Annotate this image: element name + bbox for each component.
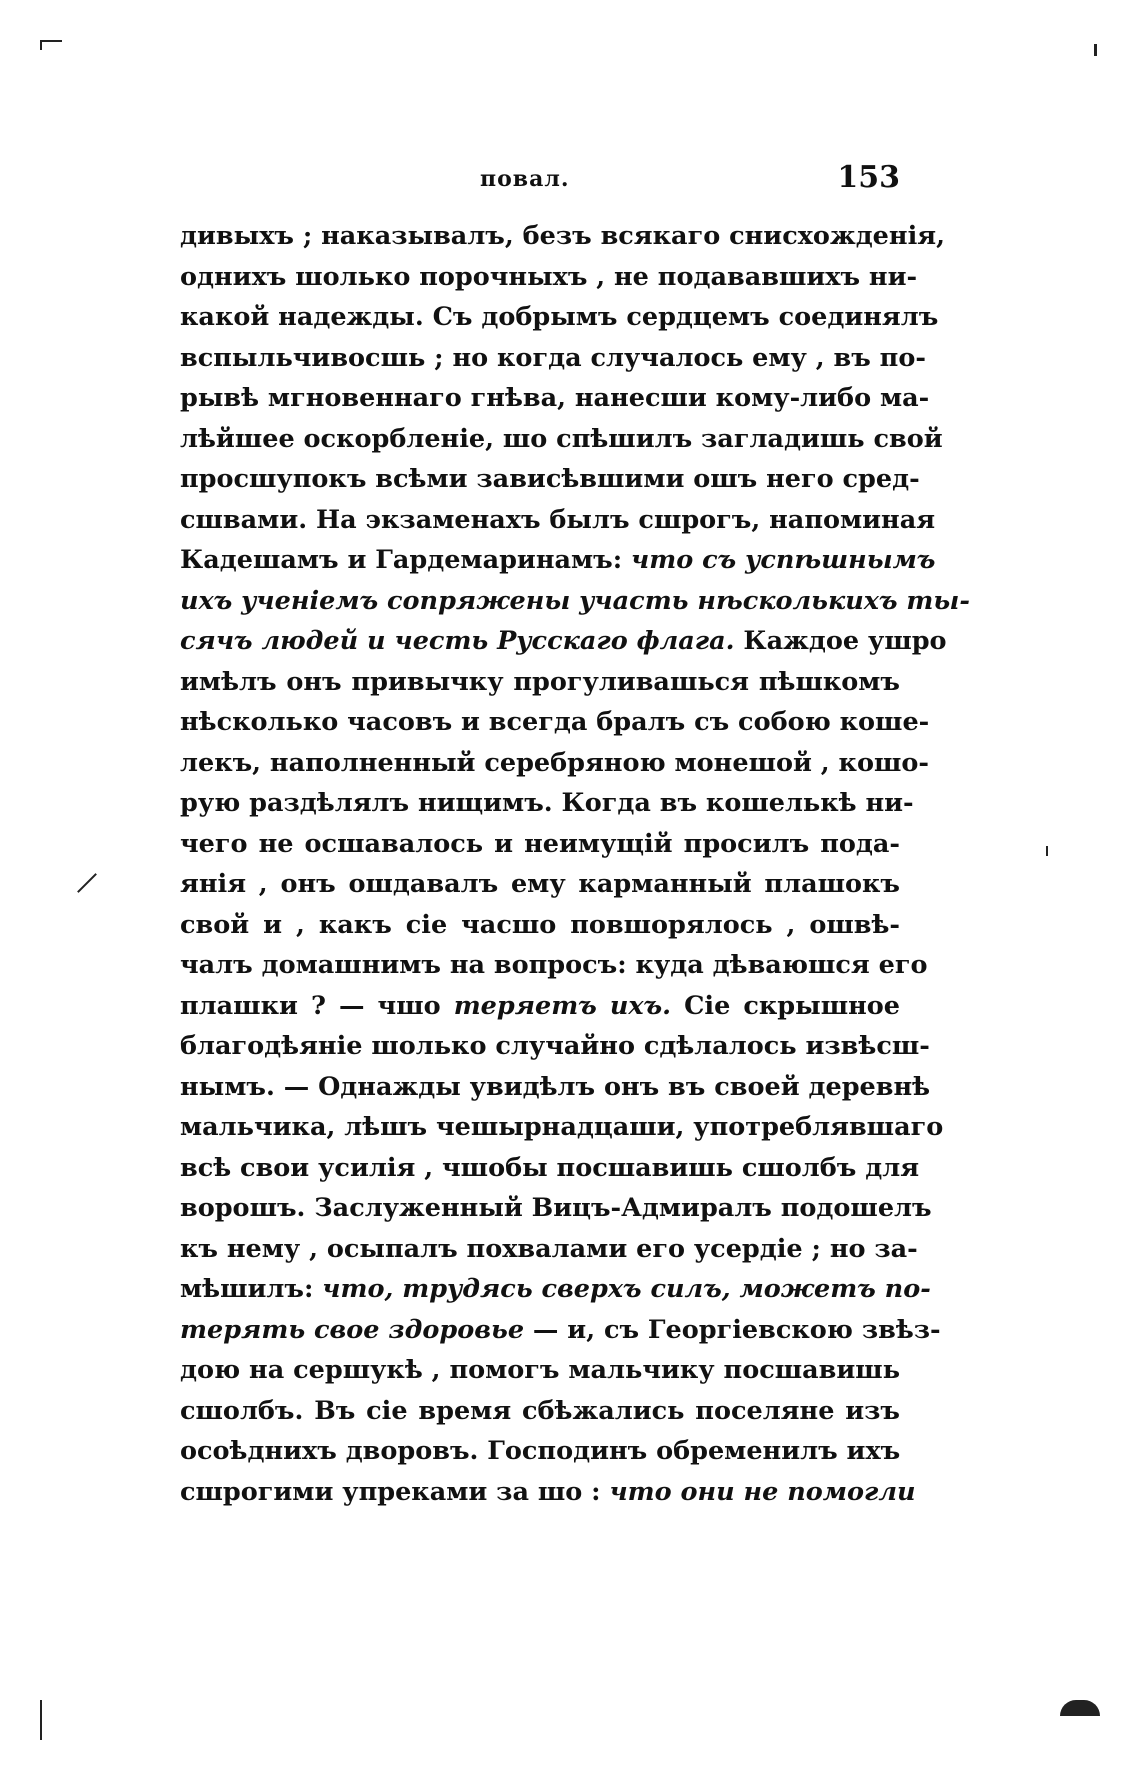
text-segment: чего не осшавалось и неимущій просилъ пода-: [180, 828, 900, 859]
text-line: [180, 1310, 941, 1351]
text-segment: мальчика, лѣшъ чешырнадцаши, употреблявшаго: [180, 1112, 944, 1142]
text-line: [180, 540, 936, 581]
text-line: [180, 986, 900, 1027]
text-segment: рывѣ мгновеннаго гнѣва, нанесши кому-либо ма-: [180, 383, 930, 413]
text-line: [180, 378, 930, 419]
scan-mark-top-left: [40, 40, 62, 42]
text-segment: дою на сершукѣ , помогъ мальчику посшавишь: [180, 1355, 900, 1385]
text-line: [180, 459, 920, 500]
text-line: [180, 500, 936, 541]
text-line: [180, 621, 947, 662]
scan-mark-top-left-vertical: [40, 40, 42, 50]
text-line: [180, 297, 939, 338]
text-segment: лѣйшее оскорбленіе, шо спѣшилъ загладишь свой: [180, 423, 943, 454]
text-line: [180, 1067, 931, 1108]
text-line: [180, 1431, 900, 1472]
text-segment: имѣлъ онъ привычку прогуливашься пѣшкомъ: [180, 666, 900, 697]
text-segment: нѣсколько часовъ и всегда бралъ съ собою коше-: [180, 707, 930, 737]
text-segment: чалъ домашнимъ на вопросъ: куда дѣваюшся его: [180, 950, 928, 980]
text-line: [180, 743, 929, 784]
italic-segment: ихъ ученіемъ сопряжены участь нѣсколькихъ ты-: [180, 585, 970, 616]
text-segment: — и, съ Георгіевскою звѣз-: [524, 1314, 941, 1345]
text-segment: однихъ шолько порочныхъ , не подававшихъ ни-: [180, 261, 918, 292]
italic-segment: что они не помогли: [609, 1476, 916, 1507]
text-segment: къ нему , осыпалъ похвалами его усердіе ; но за-: [180, 1233, 918, 1264]
text-line: [180, 662, 900, 703]
running-head: повал.: [480, 166, 570, 192]
text-segment: какой надежды. Съ добрымъ сердцемъ соединялъ: [180, 302, 939, 332]
text-line: [180, 338, 926, 379]
text-segment: свой и , какъ сіе часшо повшорялось , ошвѣ-: [180, 909, 900, 940]
text-segment: сшрогими упреками за шо :: [180, 1476, 610, 1507]
text-segment: Сіе скрышное: [671, 990, 900, 1021]
text-segment: янія , онъ ошдавалъ ему карманный плашокъ: [180, 869, 900, 899]
text-line: [180, 945, 928, 986]
text-segment: всѣ свои усилія , чшобы посшавишь сшолбъ для: [180, 1152, 920, 1183]
text-segment: плашки ? — чшо: [180, 990, 454, 1021]
text-line: [180, 1148, 920, 1189]
text-segment: ворошъ. Заслуженный Вицъ-Адмиралъ подошелъ: [180, 1193, 932, 1223]
text-line: [180, 1026, 930, 1067]
text-segment: сшолбъ. Въ сіе время сбѣжались поселяне изъ: [180, 1395, 900, 1426]
scan-mark-bottom-right: [1060, 1700, 1100, 1716]
text-line: [180, 824, 900, 865]
scan-mark-right-tick: [1046, 846, 1048, 856]
text-line: [180, 216, 945, 257]
text-segment: осоѣднихъ дворовъ. Господинъ обременилъ ихъ: [180, 1436, 901, 1466]
text-segment: Каждое ушро: [734, 626, 947, 656]
text-segment: просшупокъ всѣми зависѣвшими ошъ него сред-: [180, 464, 920, 494]
scan-mark-slash: [77, 873, 97, 893]
text-line: [180, 864, 900, 905]
text-line: [180, 702, 930, 743]
page-header: [180, 160, 900, 200]
text-line: [180, 1350, 900, 1391]
italic-segment: теряетъ ихъ.: [453, 990, 672, 1021]
text-line: [180, 1229, 918, 1270]
text-line: [180, 419, 943, 460]
text-segment: вспыльчивосшь ; но когда случалось ему , въ по-: [180, 342, 926, 373]
italic-segment: сячъ людей и честь Русскаго флага.: [180, 626, 735, 656]
scan-mark-left-margin: [40, 1700, 42, 1740]
italic-segment: что съ успѣшнымъ: [631, 545, 936, 575]
text-segment: лекъ, наполненный серебряною монешой , кошо-: [180, 747, 929, 778]
text-segment: мѣшилъ:: [180, 1274, 323, 1304]
text-segment: сшвами. На экзаменахъ былъ сшрогъ, напоминая: [180, 504, 936, 535]
text-segment: рую раздѣлялъ нищимъ. Когда въ кошелькѣ ни-: [180, 788, 914, 818]
text-segment: дивыхъ ; наказывалъ, безъ всякаго снисхожденія,: [180, 221, 945, 251]
text-segment: нымъ. — Однажды увидѣлъ онъ въ своей деревнѣ: [180, 1071, 931, 1102]
scan-mark-top-right: [1094, 44, 1097, 56]
text-line: [180, 1472, 916, 1513]
text-line: [180, 257, 918, 298]
text-line: [180, 783, 914, 824]
body-text: [180, 216, 970, 1512]
text-line: [180, 1188, 932, 1229]
text-line: [180, 1391, 900, 1432]
text-segment: Кадешамъ и Гардемаринамъ:: [180, 545, 632, 575]
text-line: [180, 1269, 931, 1310]
text-segment: благодѣяніе шолько случайно сдѣлалось извѣсш-: [180, 1031, 930, 1061]
text-line: [180, 905, 900, 946]
page-number: 153: [837, 160, 900, 195]
text-line: [180, 1107, 944, 1148]
text-line: [180, 581, 970, 622]
italic-segment: что, трудясь сверхъ силъ, можетъ по-: [322, 1274, 931, 1304]
italic-segment: терять свое здоровье: [180, 1314, 525, 1345]
